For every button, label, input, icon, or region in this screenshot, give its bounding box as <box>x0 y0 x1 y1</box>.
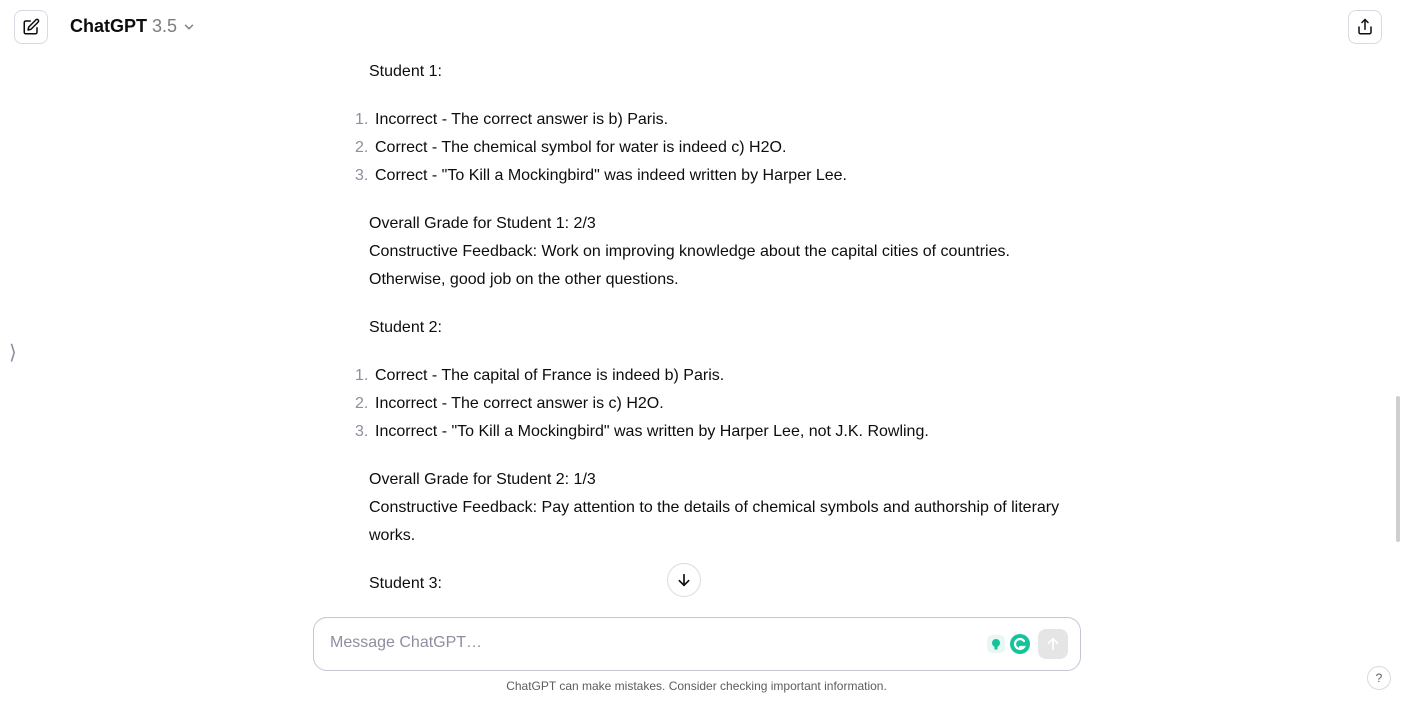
chevron-down-icon <box>182 20 196 34</box>
model-version: 3.5 <box>152 16 178 36</box>
lightbulb-icon <box>986 634 1006 654</box>
grammarly-icon <box>1009 633 1031 655</box>
message-input[interactable]: Message ChatGPT… <box>330 634 483 651</box>
list-item: 3. Correct - "To Kill a Mockingbird" was indeed written by Harper Lee. <box>355 167 847 184</box>
sidebar-toggle[interactable]: ⟩ <box>9 342 17 364</box>
assistant-message <box>355 58 1069 606</box>
share-button[interactable] <box>1348 10 1382 44</box>
send-button[interactable] <box>1038 629 1068 659</box>
student2-list <box>355 362 1069 446</box>
help-button[interactable]: ? <box>1367 666 1391 690</box>
list-item: 1. Correct - The capital of France is indeed b) Paris. <box>355 367 725 384</box>
student1-heading: Student 1: <box>369 63 442 80</box>
new-chat-button[interactable] <box>14 10 48 44</box>
student1-grade: Overall Grade for Student 1: 2/3 <box>369 215 596 232</box>
model-selector[interactable] <box>70 16 196 37</box>
arrow-down-icon <box>676 572 692 588</box>
share-upload-icon <box>1356 18 1374 36</box>
top-bar <box>0 0 1401 56</box>
student2-heading: Student 2: <box>369 319 442 336</box>
student2-summary <box>369 466 1069 550</box>
student3-heading: Student 3: <box>369 575 442 592</box>
list-item: 3. Incorrect - "To Kill a Mockingbird" was written by Harper Lee, not J.K. Rowling. <box>355 423 929 440</box>
student2-grade: Overall Grade for Student 2: 1/3 <box>369 471 596 488</box>
pencil-square-icon <box>22 18 40 36</box>
student1-feedback: Constructive Feedback: Work on improving knowledge about the capital cities of countries. Otherwise, good job on the other questions. <box>369 243 1010 288</box>
list-item: 2. Incorrect - The correct answer is c) H2O. <box>355 395 664 412</box>
scrollbar-thumb[interactable] <box>1396 396 1400 542</box>
scroll-to-bottom-button[interactable] <box>667 563 701 597</box>
arrow-up-icon <box>1045 636 1061 652</box>
student1-summary <box>369 210 1069 294</box>
grammarly-widget[interactable] <box>986 630 1032 658</box>
student1-list <box>355 106 1069 190</box>
list-item: 2. Correct - The chemical symbol for water is indeed c) H2O. <box>355 139 787 156</box>
disclaimer-text: ChatGPT can make mistakes. Consider checking important information. <box>506 679 887 693</box>
message-composer[interactable] <box>313 617 1081 671</box>
list-item: 1. Incorrect - The correct answer is b) Paris. <box>355 111 669 128</box>
student2-feedback: Constructive Feedback: Pay attention to the details of chemical symbols and authorship of literary works. <box>369 499 1060 544</box>
model-name: ChatGPT <box>70 16 148 36</box>
